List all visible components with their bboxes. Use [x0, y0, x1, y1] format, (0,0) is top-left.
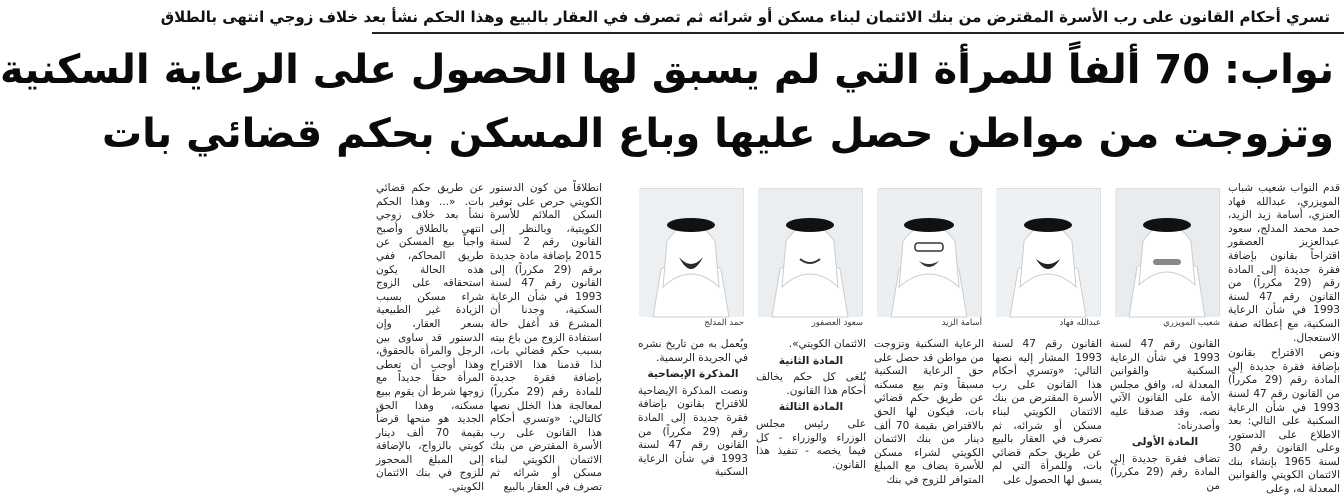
sub-column-3 [874, 338, 984, 487]
paragraph: القانون رقم 47 لسنة 1993 المشار إليه نصها التالي: «وتسري أحكام هذا القانون على رب الأسرة المقترض من بنك الائتمان الكويتي لبناء مسكن أو شرائه، ثم تصرف في العقار بالبيع عن طريق حكم قضائي بات، وللمرأة التي لم يسبق لها الحصول على [992, 338, 1102, 486]
photo-mp-3 [878, 188, 982, 334]
section-heading: المادة الأولى [1131, 436, 1199, 449]
paragraph: القانون رقم 47 لسنة 1993 في شأن الرعاية السكنية والقوانين المعدلة له، وافق مجلس الأمة على القانون الآتي نصه، وقد صدقنا عليه وأصدرناه: [1110, 338, 1220, 432]
article-column-left-1 [376, 182, 484, 494]
photo-mp-2 [997, 188, 1101, 334]
photo-mp-4 [759, 188, 863, 334]
section-heading: المادة الثالثة [778, 401, 844, 414]
sub-columns [638, 338, 1221, 492]
kicker-line: تسري أحكام القانون على رب الأسرة المقترض من بنك الائتمان لبناء مسكن أو شرائه ثم تصرف في العقار بالبيع وهذا الحكم نشأ بعد خلاف زوجي انتهى بالطلاق [160, 8, 1330, 26]
portrait-image [759, 188, 863, 316]
paragraph: عن طريق حكم قضائي بات. «... وهذا الحكم نشأ بعد خلاف زوجي انتهى بالطلاق وأصبح واجباً بيع المسكن عن طريق المحاكم، ففي هذه الحالة يكون استحقاقه على الزوج شراء مسكن بسبب الزيادة غير الطبيعية بسعر العقار، وإن الدستور قد ساوى بين الرجل والمرأة بالحقوق، وهذا أوجب أن تعطى المرأة حقاً جديداً مع زوجها شرط أن يقوم ببيع مسكنه، وهذا الحق الجديد هو منحها قرضاً بقيمة 70 ألف دينار كويتي بالزواج، بالإضافة إلى المبلغ المحجوز للزوج في بنك الائتمان الكويتي. [376, 182, 484, 494]
section-heading: المذكرة الإيضاحية [647, 368, 739, 381]
paragraph: ونصت المذكرة الإيضاحية للاقتراح بقانون بإضافة فقرة جديدة إلى المادة رقم (29 مكرراً) من القانون رقم 47 لسنة 1993 في شأن الرعاية السكنية [638, 384, 749, 479]
paragraph: ويُعمل به من تاريخ نشره في الجريدة الرسمية. [638, 338, 748, 364]
portrait-image [878, 188, 982, 316]
article-column-left-2 [490, 182, 602, 494]
sub-column-5 [638, 338, 748, 487]
paragraph: تضاف فقرة جديدة إلى المادة رقم (29 مكرراً) من [1110, 452, 1221, 492]
photo-caption: سعود العصفور [811, 318, 863, 328]
photo-caption: حمد المدلج [704, 318, 744, 328]
section-heading: المادة الثانية [778, 354, 844, 367]
paragraph: انطلاقاً من كون الدستور الكويتي حرص على توفير السكن الملائم للأسرة الكويتية، وبالنظر إلى القانون رقم 2 لسنة 2015 بإضافة مادة جديدة برقم (29 مكرراً) إلى القانون رقم 47 لسنة 1993 في شأن الرعاية السكنية، وجدنا أن المشرع قد أغفل حالة استفادة الزوج من باع بيته بسبب حكم قضائي بات، لذا قدمنا هذا الاقتراح بإضافة فقرة جديدة للمادة رقم (29 مكرراً) لمعالجة هذا الخلل نصها كالتالي: «وتسري أحكام هذا القانون على رب الأسرة المقترض من بنك الائتمان الكويتي لبناء مسكن أو شرائه ثم تصرف في العقار بالبيع [490, 182, 602, 494]
photo-mp-1 [1116, 188, 1220, 334]
article-body [376, 182, 1341, 496]
kicker-rule [372, 32, 1344, 34]
paragraph: على رئيس مجلس الوزراء والوزراء - كل فيما يخصه - تنفيذ هذا القانون. [756, 417, 866, 471]
portrait-image [1116, 188, 1220, 316]
photo-strip [638, 188, 1220, 334]
paragraph: الرعاية السكنية وتزوجت من مواطن قد حصل على حق الرعاية السكنية مسبقاً وتم بيع مسكنه عن طريق حكم قضائي بات، فيكون لها الحق بالاقتراض بقيمة 70 ألف دينار من بنك الائتمان الكويتي لشراء مسكن للأسرة يضاف مع المبلغ المتوافر للزوج في بنك [874, 338, 985, 486]
sub-column-4 [756, 338, 866, 487]
paragraph: يُلغى كل حكم يخالف أحكام هذا القانون. [756, 371, 866, 397]
paragraph: قدم النواب شعيب شباب المويزري، عبدالله فهاد العنزي، أسامة زيد الزيد، حمد محمد المدلج، سعود عبدالعزيز العصفور اقتراحاً بقانون بإضافة فقرة جديدة إلى المادة رقم (29 مكرراً) من القانون رقم 47 لسنة 1993 في شأن الرعاية السكنية، مع إعطائه صفة الاستعجال. [1228, 182, 1340, 344]
photo-caption: عبدالله فهاد [1059, 318, 1101, 328]
portrait-image [997, 188, 1101, 316]
article-column-right [1228, 182, 1341, 496]
paragraph: ونص الاقتراح بقانون بإضافة فقرة جديدة إلى المادة رقم (29 مكرراً) من القانون رقم 47 لسنة 1993 في شأن الرعاية السكنية على التالي: بعد الاطلاع على الدستور، وعلى القانون رقم 30 لسنة 1965 بإنشاء بنك الائتمان الكويتي والقوانين المعدلة له، وعلى [1228, 347, 1341, 496]
photo-caption: شعيب المويزري [1163, 318, 1220, 328]
portrait-image [640, 188, 744, 316]
photo-caption: أسامة الزيد [941, 318, 982, 328]
sub-column-2 [992, 338, 1102, 487]
paragraph: الائتمان الكويتي». [788, 338, 866, 350]
headline-line-1: نواب: 70 ألفاً للمرأة التي لم يسبق لها الحصول على الرعاية السكنية [0, 47, 1334, 93]
photo-mp-5 [640, 188, 744, 334]
sub-column-1 [1110, 338, 1221, 492]
headline-line-2: وتزوجت من مواطن حصل عليها وباع المسكن بحكم قضائي بات [101, 111, 1334, 157]
